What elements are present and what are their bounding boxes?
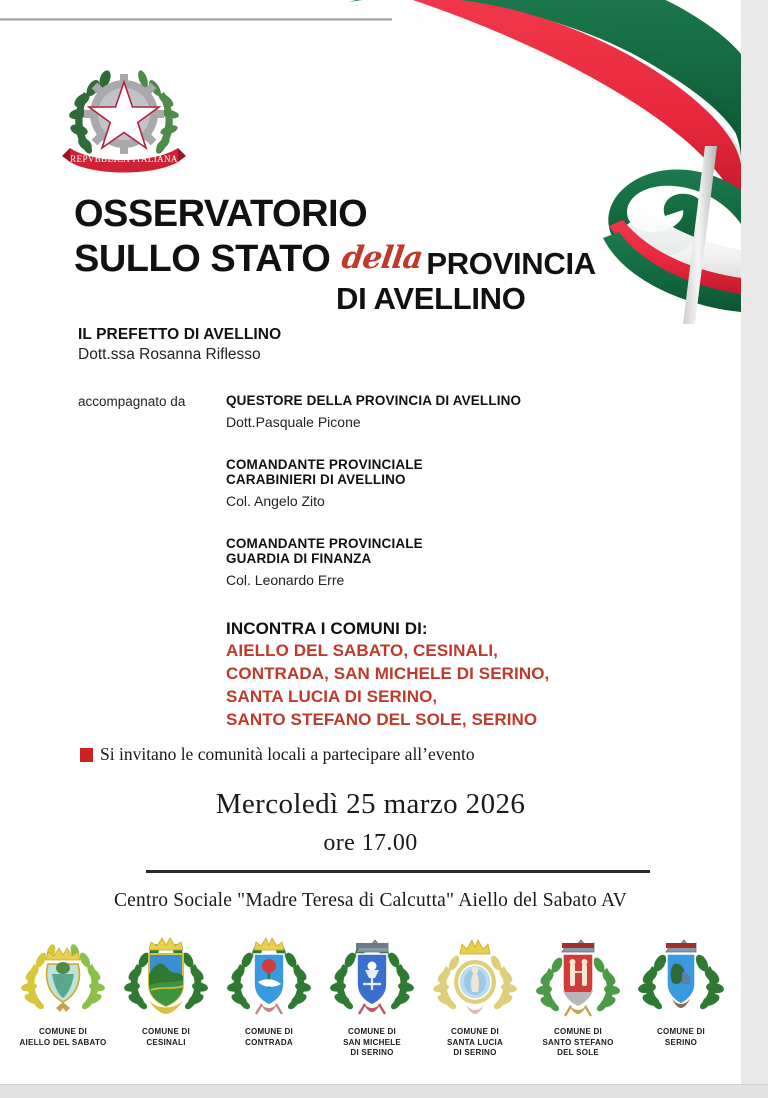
crest-item [220, 930, 318, 1048]
crest-caption: COMUNE DI AIELLO DEL SABATO [19, 1027, 107, 1047]
crest-item [529, 930, 627, 1059]
official-name: Dott.Pasquale Picone [226, 413, 361, 430]
coat-of-arms-santo-stefano-del-sole-icon [535, 930, 621, 1022]
officials-block [78, 326, 678, 731]
official-entry [226, 457, 678, 509]
prefetto-role: IL PREFETTO DI AVELLINO [78, 326, 282, 343]
meeting-municipality-line: SANTO STEFANO DEL SOLE, SERINO [226, 709, 538, 729]
crest-caption: COMUNE DI SANTO STEFANO DEL SOLE [542, 1027, 614, 1057]
official-entry [226, 393, 678, 430]
event-time: ore 17.00 [323, 830, 418, 856]
invitation-text: Si invitano le comunità locali a partecipare all’evento [100, 744, 475, 764]
meeting-municipality-line: AIELLO DEL SABATO, CESINALI, [226, 640, 498, 660]
title-script-word: della [339, 240, 425, 276]
title-line-4: DI AVELLINO [336, 281, 526, 316]
crest-caption: COMUNE DI CONTRADA [244, 1027, 294, 1047]
crest-item [117, 930, 215, 1048]
official-role: GUARDIA DI FINANZA [226, 551, 372, 566]
meeting-heading: INCONTRA I COMUNI DI: [226, 618, 428, 638]
emblem-ribbon-text: REPVBBLICA ITALIANA [70, 154, 178, 164]
coat-of-arms-serino-icon [638, 930, 724, 1022]
coat-of-arms-cesinali-icon [123, 930, 209, 1022]
crest-item [14, 930, 112, 1048]
accompanied-by-label: accompagnato da [78, 394, 186, 409]
prefetto-name: Dott.ssa Rosanna Riflesso [78, 346, 261, 363]
italian-republic-emblem-icon [60, 52, 188, 180]
meeting-section [226, 619, 678, 731]
invitation-row [80, 744, 475, 765]
top-divider-rule [0, 18, 392, 21]
crest-caption: COMUNE DI SAN MICHELE DI SERINO [343, 1027, 401, 1057]
crest-item [426, 930, 524, 1059]
official-entry [226, 536, 678, 588]
official-role: CARABINIERI DI AVELLINO [226, 472, 406, 487]
official-role: COMANDANTE PROVINCIALE [226, 535, 423, 551]
official-role: COMANDANTE PROVINCIALE [226, 456, 423, 472]
official-role: QUESTORE DELLA PROVINCIA DI AVELLINO [226, 393, 522, 408]
coat-of-arms-san-michele-di-serino-icon [329, 930, 415, 1022]
coat-of-arms-aiello-del-sabato-icon [20, 930, 106, 1022]
title-line-1: OSSERVATORIO [74, 193, 368, 235]
official-name: Col. Angelo Zito [226, 492, 325, 509]
crest-caption: COMUNE DI SERINO [656, 1027, 706, 1047]
event-venue: Centro Sociale "Madre Teresa di Calcutta" Aiello del Sabato AV [113, 890, 628, 911]
meeting-municipality-line: SANTA LUCIA DI SERINO, [226, 686, 438, 706]
municipality-crest-row [14, 930, 730, 1059]
red-square-bullet-icon [80, 748, 93, 762]
page-title [74, 192, 674, 317]
crest-item [323, 930, 421, 1059]
page-bottom-strip [0, 1084, 768, 1098]
crest-caption: COMUNE DI CESINALI [141, 1027, 191, 1047]
meeting-municipality-line: CONTRADA, SAN MICHELE DI SERINO, [226, 663, 550, 683]
venue-divider-rule [146, 870, 650, 873]
crest-item [632, 930, 730, 1048]
coat-of-arms-santa-lucia-di-serino-icon [432, 930, 518, 1022]
crest-caption: COMUNE DI SANTA LUCIA DI SERINO [446, 1027, 504, 1057]
title-line-3: PROVINCIA [426, 246, 596, 281]
coat-of-arms-contrada-icon [226, 930, 312, 1022]
event-datetime [0, 788, 741, 857]
accompanied-by-section [78, 393, 678, 731]
official-name: Col. Leonardo Erre [226, 571, 345, 588]
title-line-2: SULLO STATO [74, 238, 331, 280]
event-date: Mercoledì 25 marzo 2026 [215, 788, 526, 820]
